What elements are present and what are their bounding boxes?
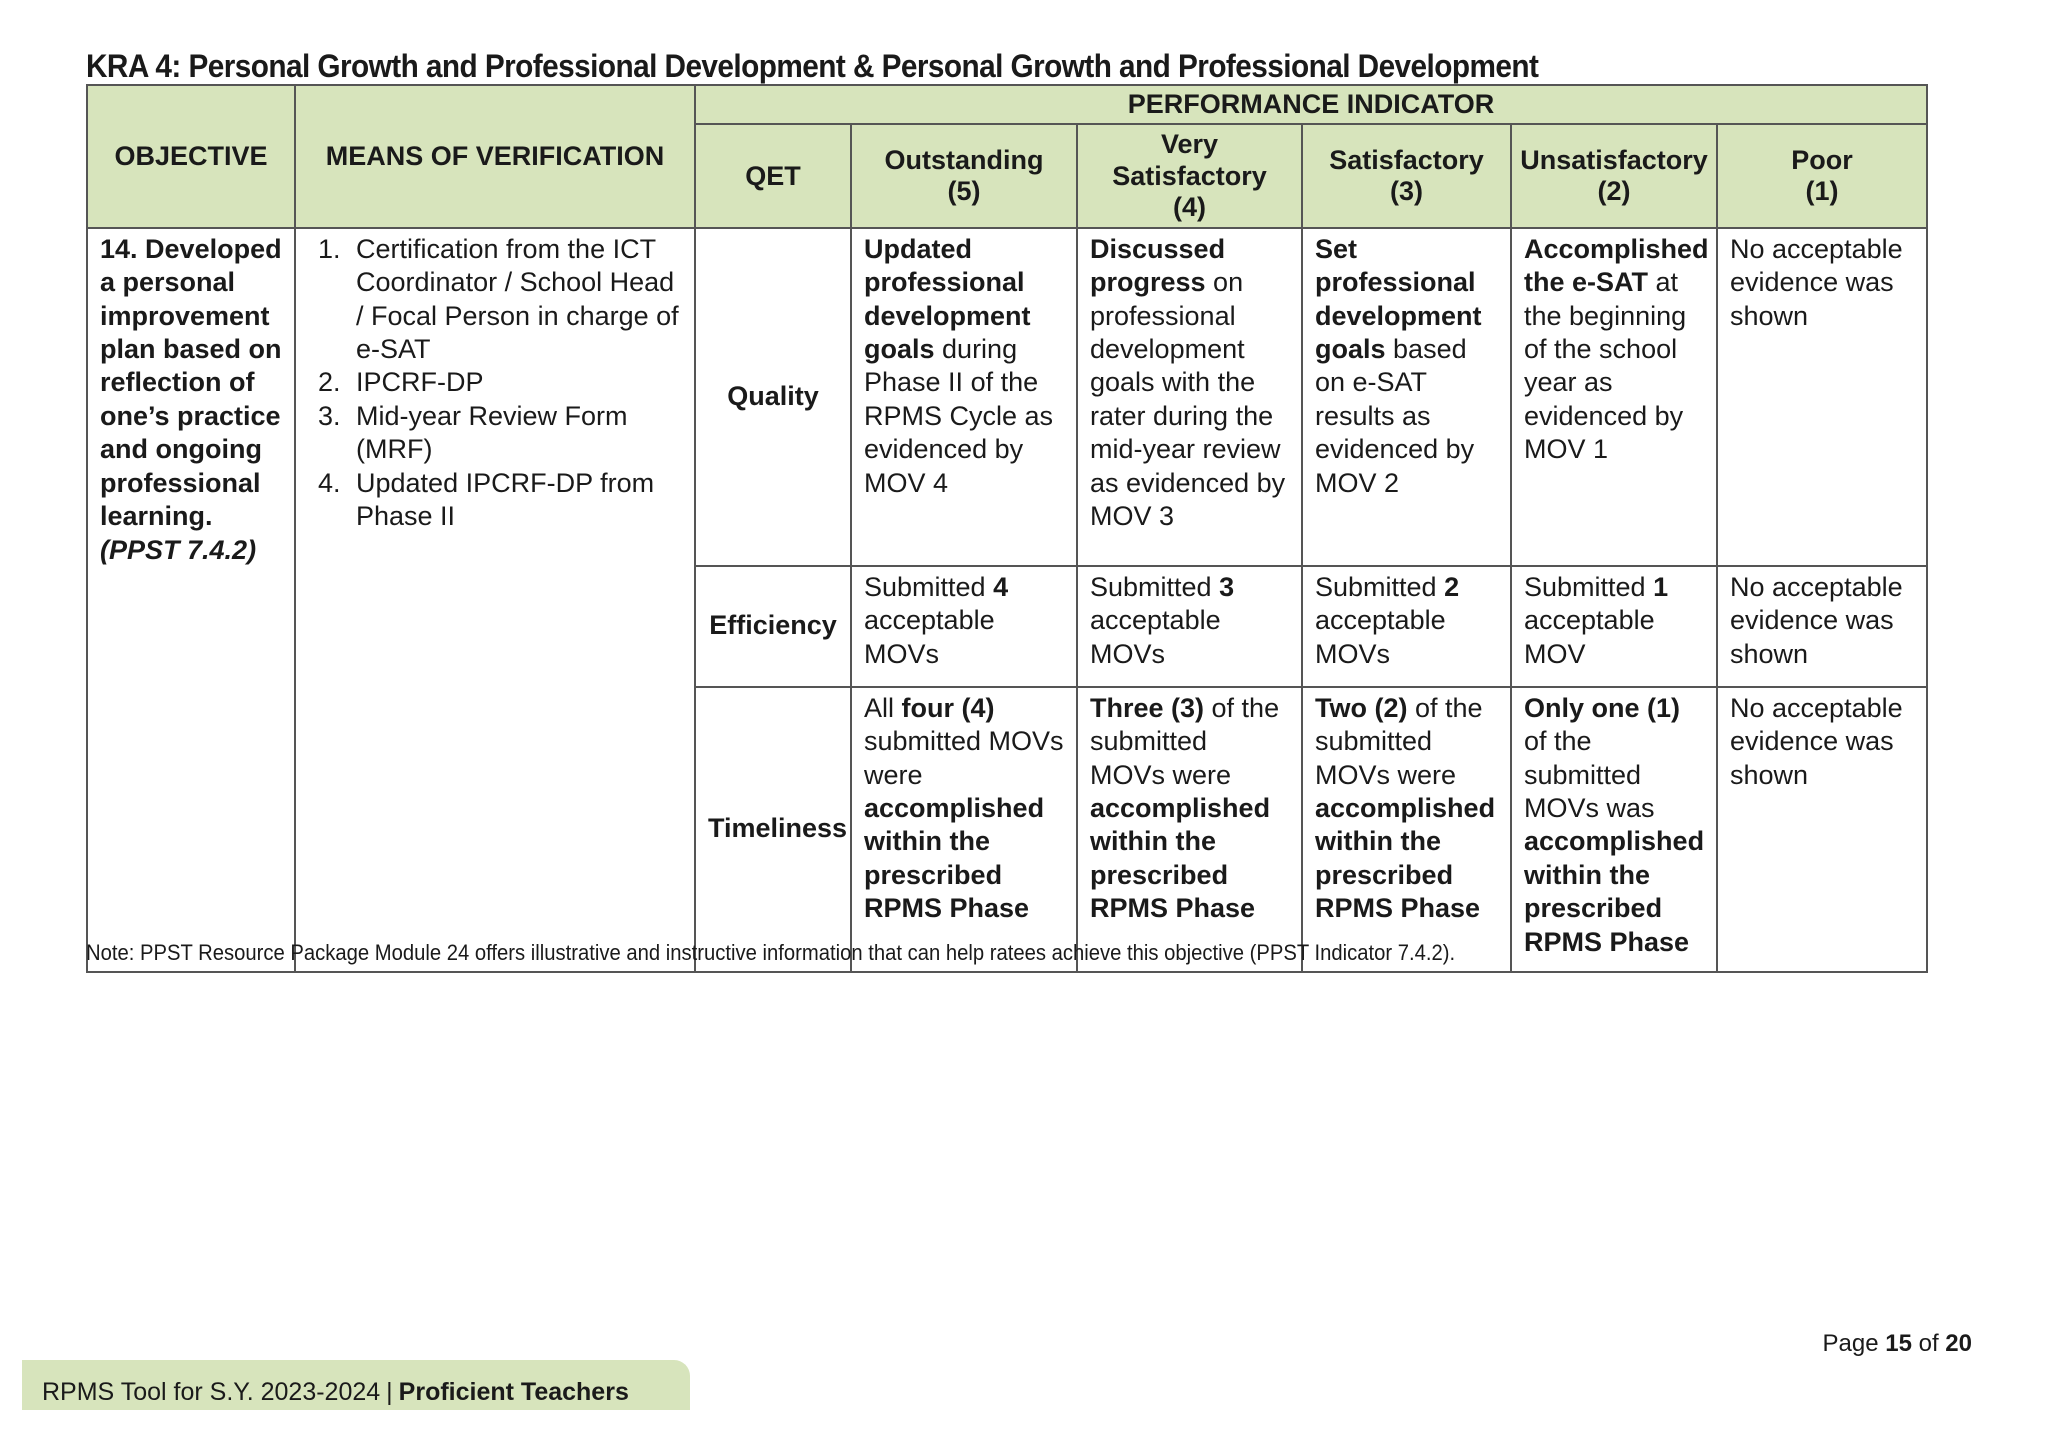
cell-text: Set professional development goals xyxy=(1315,233,1482,365)
cell-text: during Phase II of the RPMS Cycle as evidenced by MOV 4 xyxy=(864,334,1054,498)
cell-text: accomplished within the prescribed RPMS Phase xyxy=(1524,826,1705,957)
cell-text: Three (3) xyxy=(1090,692,1205,723)
cell-text: acceptable MOVs xyxy=(864,605,995,669)
rating-header-unsatisfactory: Unsatisfactory (2) xyxy=(1511,124,1717,227)
cell-text: accomplished within the prescribed RPMS Phase xyxy=(1090,793,1271,924)
rubric-cell xyxy=(1077,566,1302,687)
cell-text: based on e-SAT results as evidenced by MOV 2 xyxy=(1315,334,1475,498)
mov-item: 4. Updated IPCRF-DP from Phase II xyxy=(348,467,682,534)
cell-text: of the submitted MOVs were xyxy=(1315,692,1483,790)
rating-header-very-satisfactory: Very Satisfactory (4) xyxy=(1077,124,1302,227)
cell-text: on professional development goals with the rater during the mid-year review as evidenced by MOV 3 xyxy=(1090,267,1286,532)
performance-indicator-header: PERFORMANCE INDICATOR xyxy=(695,85,1927,124)
objective-reference: (PPST 7.4.2) xyxy=(100,534,257,565)
qet-timeliness: Timeliness xyxy=(695,687,851,972)
page-number: Page 15 of 20 xyxy=(1822,1330,1972,1357)
rubric-table xyxy=(86,84,1928,973)
cell-text: Submitted xyxy=(1524,571,1654,602)
qet-quality: Quality xyxy=(695,228,851,566)
rubric-cell xyxy=(1077,687,1302,972)
mov-item: 1. Certification from the ICT Coordinator / School Head / Focal Person in charge of e-SAT xyxy=(348,233,682,367)
cell-text: four (4) xyxy=(901,692,995,723)
rubric-cell xyxy=(1511,566,1717,687)
mov-item: 2. IPCRF-DP xyxy=(348,366,682,399)
rating-header-poor: Poor (1) xyxy=(1717,124,1927,227)
mov-item: 3. Mid-year Review Form (MRF) xyxy=(348,400,682,467)
table-note: Note: PPST Resource Package Module 24 offers illustrative and instructive information that can help ratees achieve this objective (PPST Indicator 7.4.2). xyxy=(86,940,1456,965)
page-title: KRA 4: Personal Growth and Professional Development & Personal Growth and Professional Development xyxy=(86,48,1539,84)
rubric-cell xyxy=(1717,566,1927,687)
objective-text: 14. Developed a personal improvement plan based on reflection of one’s practice and ongoing professional learning. xyxy=(100,233,282,532)
rubric-cell xyxy=(1717,687,1927,972)
cell-text: 1 xyxy=(1653,571,1669,602)
rubric-cell xyxy=(1511,228,1717,566)
cell-text: Submitted xyxy=(1090,571,1220,602)
cell-text: of the submitted MOVs were xyxy=(1090,692,1280,790)
cell-text: Discussed progress xyxy=(1090,233,1226,298)
cell-text: accomplished within the prescribed RPMS Phase xyxy=(864,793,1045,924)
cell-text: acceptable MOVs xyxy=(1090,605,1221,669)
mov-list xyxy=(308,233,682,534)
cell-text: acceptable MOVs xyxy=(1315,605,1446,669)
rubric-cell xyxy=(1302,228,1511,566)
cell-text: of the submitted MOVs was xyxy=(1524,726,1655,824)
cell-text: Updated professional development goals xyxy=(864,233,1031,365)
cell-text: accomplished within the prescribed RPMS Phase xyxy=(1315,793,1496,924)
rubric-cell xyxy=(851,228,1077,566)
cell-text: 3 xyxy=(1219,571,1235,602)
objective-cell xyxy=(87,228,295,972)
cell-text: 4 xyxy=(993,571,1009,602)
rubric-cell xyxy=(851,566,1077,687)
mov-cell xyxy=(295,228,695,972)
objective-header: OBJECTIVE xyxy=(87,85,295,228)
cell-text: at the beginning of the school year as evidenced by MOV 1 xyxy=(1524,267,1687,465)
cell-text: All xyxy=(864,692,902,723)
qet-efficiency: Efficiency xyxy=(695,566,851,687)
rating-header-outstanding: Outstanding (5) xyxy=(851,124,1077,227)
rubric-cell xyxy=(1717,228,1927,566)
rubric-cell xyxy=(851,687,1077,972)
cell-text: No acceptable evidence was shown xyxy=(1730,692,1903,790)
qet-header: QET xyxy=(695,124,851,227)
rubric-cell xyxy=(1077,228,1302,566)
cell-text: acceptable MOV xyxy=(1524,605,1655,669)
cell-text: submitted MOVs were xyxy=(864,726,1064,790)
cell-text: Two (2) xyxy=(1315,692,1408,723)
cell-text: Submitted xyxy=(864,571,994,602)
cell-text: No acceptable evidence was shown xyxy=(1730,233,1903,331)
cell-text: Submitted xyxy=(1315,571,1445,602)
cell-text: 2 xyxy=(1444,571,1460,602)
rubric-cell xyxy=(1511,687,1717,972)
cell-text: Accomplished the e-SAT xyxy=(1524,233,1709,298)
rubric-cell xyxy=(1302,566,1511,687)
footer-label: RPMS Tool for S.Y. 2023-2024 | Proficient Teachers xyxy=(42,1378,629,1406)
mov-header: MEANS OF VERIFICATION xyxy=(295,85,695,228)
rating-header-satisfactory: Satisfactory (3) xyxy=(1302,124,1511,227)
cell-text: No acceptable evidence was shown xyxy=(1730,571,1903,669)
rubric-cell xyxy=(1302,687,1511,972)
cell-text: Only one (1) xyxy=(1524,692,1681,723)
